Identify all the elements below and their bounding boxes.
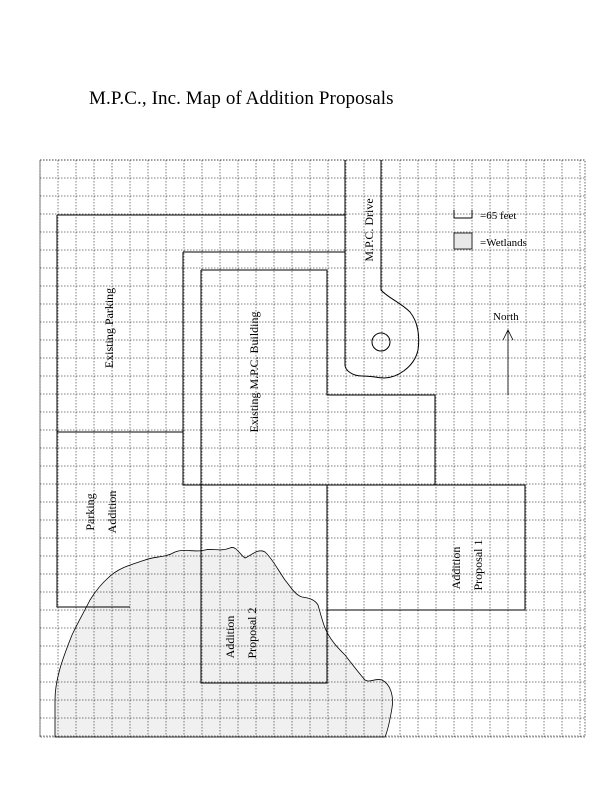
existing-parking-label: Existing Parking	[102, 287, 116, 369]
drive-label: M.P.C. Drive	[362, 198, 376, 262]
parking-addition-label-1: Parking	[83, 493, 97, 531]
proposal1-outline	[327, 485, 525, 610]
scale-label: =65 feet	[480, 210, 517, 222]
north-arrow	[493, 311, 519, 395]
existing-building-outline	[183, 252, 525, 485]
north-label: North	[493, 311, 519, 323]
proposal2-label-2: Proposal 2	[245, 607, 259, 659]
proposal2-label-1: Addition	[223, 615, 237, 659]
parking-addition-label-2: Addition	[105, 490, 119, 534]
existing-building-label: Existing M.P.C. Building	[247, 311, 261, 433]
proposal1-label-1: Addition	[449, 546, 463, 590]
turnaround-island	[372, 333, 390, 351]
wetlands-label: =Wetlands	[480, 237, 527, 249]
proposal1-label-2: Proposal 1	[471, 539, 485, 591]
page-title: M.P.C., Inc. Map of Addition Proposals	[89, 88, 394, 109]
map-legend	[454, 210, 527, 249]
wetlands-swatch-icon	[454, 233, 472, 249]
